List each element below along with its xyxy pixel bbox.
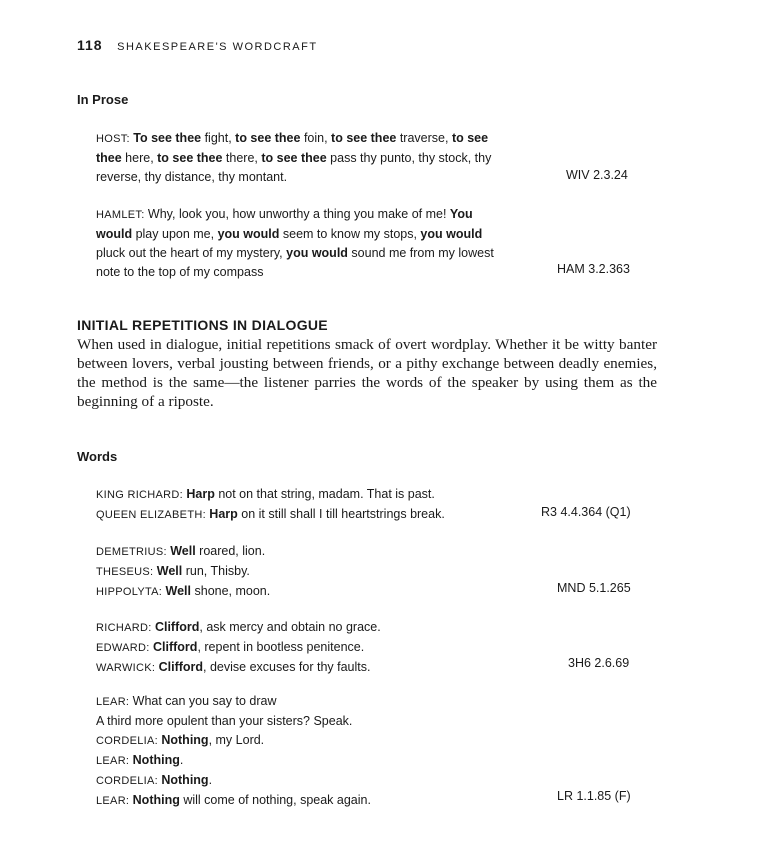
prose-quote-hamlet: [96, 205, 636, 282]
quote-line: [96, 168, 636, 187]
repeated-word: Well: [156, 564, 183, 578]
line-text: fight,: [201, 131, 236, 145]
speaker-name: THESEUS:: [96, 566, 157, 578]
paragraph-line: the method is the same—the listener parries the words of the speaker by using them as the: [77, 374, 657, 391]
line-text: , ask mercy and obtain no grace.: [199, 620, 381, 634]
speaker-name: HAMLET:: [96, 209, 148, 221]
line-text: , devise excuses for thy faults.: [203, 660, 371, 674]
line-text: note to the top of my compass: [96, 265, 264, 279]
line-text: here,: [121, 151, 158, 165]
dialogue-well: [96, 542, 636, 602]
line-text: there,: [222, 151, 262, 165]
citation-ref: HAM 3.2.363: [557, 262, 630, 276]
speaker-name: DEMETRIUS:: [96, 546, 171, 558]
line-text: shone, moon.: [191, 584, 271, 598]
speaker-name: LEAR:: [96, 795, 133, 807]
dialogue-line: [96, 542, 636, 562]
speaker-name: KING RICHARD:: [96, 489, 187, 501]
repeated-word: to see thee: [157, 151, 223, 165]
citation-ref: LR 1.1.85 (F): [557, 789, 631, 803]
line-text: , repent in bootless penitence.: [197, 640, 365, 654]
repeated-word: to see thee: [331, 131, 397, 145]
quote-line: [96, 205, 636, 225]
line-text: run, Thisby.: [182, 564, 250, 578]
repeated-word: Nothing: [132, 793, 180, 807]
paragraph-line: beginning of a riposte.: [77, 393, 214, 410]
prose-quote-host: [96, 129, 636, 187]
line-text: roared, lion.: [195, 544, 266, 558]
repeated-word: would: [96, 227, 133, 241]
repeated-word: you would: [420, 227, 483, 241]
section-title-words: Words: [77, 449, 118, 464]
citation-ref: MND 5.1.265: [557, 581, 631, 595]
line-text: A third more opulent than your sisters? Speak.: [96, 714, 353, 728]
dialogue-line: [96, 562, 636, 582]
repeated-word: you would: [286, 246, 348, 260]
paragraph-line: When used in dialogue, initial repetitions smack of overt wordplay. Whether it be witty banter: [77, 336, 657, 353]
speaker-name: HIPPOLYTA:: [96, 586, 166, 598]
dialogue-line: [96, 692, 636, 712]
line-text: seem to know my stops,: [279, 227, 421, 241]
section-title-in-prose: In Prose: [77, 92, 129, 107]
line-text: pass thy punto, thy stock, thy: [326, 151, 492, 165]
repeated-word: you would: [217, 227, 280, 241]
dialogue-line: [96, 485, 636, 505]
speaker-name: HOST:: [96, 133, 134, 145]
page-number: 118: [77, 37, 103, 53]
dialogue-line: [96, 712, 636, 731]
line-text: foin,: [300, 131, 332, 145]
quote-line: [96, 129, 636, 149]
line-text: , my Lord.: [208, 733, 265, 747]
section-heading-initial-repetitions: INITIAL REPETITIONS IN DIALOGUE: [77, 317, 328, 333]
citation-ref: WIV 2.3.24: [566, 168, 628, 182]
dialogue-line: [96, 771, 636, 791]
speaker-name: LEAR:: [96, 696, 133, 708]
repeated-word: Harp: [186, 487, 215, 501]
dialogue-clifford: [96, 618, 636, 678]
speaker-name: CORDELIA:: [96, 775, 162, 787]
repeated-word: You: [449, 207, 473, 221]
speaker-name: LEAR:: [96, 755, 133, 767]
repeated-word: Nothing: [161, 733, 209, 747]
repeated-word: Well: [165, 584, 192, 598]
repeated-word: Nothing: [132, 753, 180, 767]
repeated-word: Clifford: [154, 620, 200, 634]
repeated-word: Clifford: [158, 660, 204, 674]
running-header: [77, 37, 318, 53]
paragraph-line: between lovers, verbal jousting between friends, or a pithy exchange between deadly enemies,: [77, 355, 657, 372]
speaker-name: QUEEN ELIZABETH:: [96, 509, 210, 521]
dialogue-line: [96, 658, 636, 678]
line-text: traverse,: [396, 131, 452, 145]
speaker-name: RICHARD:: [96, 622, 155, 634]
quote-line: [96, 263, 636, 282]
dialogue-line: [96, 791, 636, 811]
line-text: What can you say to draw: [132, 694, 277, 708]
citation-ref: R3 4.4.364 (Q1): [541, 505, 631, 519]
repeated-word: to see thee: [261, 151, 327, 165]
line-text: pluck out the heart of my mystery,: [96, 246, 287, 260]
quote-line: [96, 244, 636, 263]
speaker-name: CORDELIA:: [96, 735, 162, 747]
line-text: Why, look you, how unworthy a thing you make of me!: [147, 207, 450, 221]
repeated-word: to see thee: [235, 131, 301, 145]
dialogue-nothing: [96, 692, 636, 811]
speaker-name: WARWICK:: [96, 662, 159, 674]
line-text: will come of nothing, speak again.: [179, 793, 371, 807]
line-text: .: [179, 753, 184, 767]
dialogue-line: [96, 618, 636, 638]
line-text: not on that string, madam. That is past.: [214, 487, 435, 501]
line-text: reverse, thy distance, thy montant.: [96, 170, 288, 184]
body-paragraph: [77, 335, 657, 411]
line-text: .: [208, 773, 213, 787]
quote-line: [96, 225, 636, 244]
repeated-word: Nothing: [161, 773, 209, 787]
running-title: SHAKESPEARE'S WORDCRAFT: [117, 41, 318, 53]
repeated-word: Harp: [209, 507, 238, 521]
dialogue-line: [96, 751, 636, 771]
dialogue-line: [96, 638, 636, 658]
dialogue-line: [96, 731, 636, 751]
repeated-word: Well: [170, 544, 196, 558]
quote-line: [96, 149, 636, 168]
repeated-word: to see: [451, 131, 489, 145]
dialogue-line: [96, 582, 636, 602]
citation-ref: 3H6 2.6.69: [568, 656, 630, 670]
line-text: play upon me,: [132, 227, 218, 241]
line-text: on it still shall I till heartstrings break.: [237, 507, 445, 521]
repeated-word: thee: [96, 151, 122, 165]
speaker-name: EDWARD:: [96, 642, 153, 654]
repeated-word: Clifford: [153, 640, 198, 654]
line-text: sound me from my lowest: [347, 246, 494, 260]
repeated-word: To see thee: [133, 131, 202, 145]
